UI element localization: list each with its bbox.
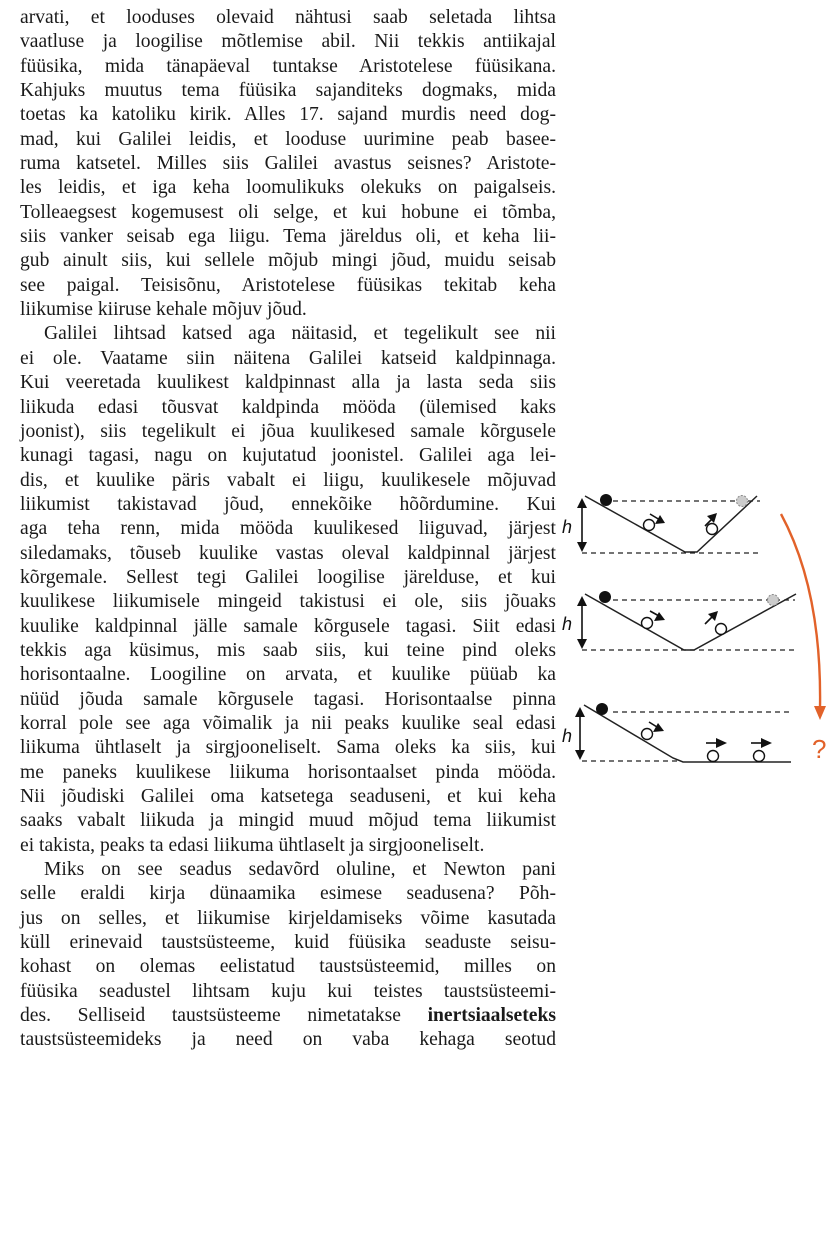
- ball-ascending: [716, 624, 727, 635]
- text-line: Galilei lihtsad katsed aga näitasid, et tegelikult see nii: [44, 323, 556, 345]
- text-line: Nii jõudiski Galilei oma katsetega seaduseni, et kui keha: [20, 786, 556, 807]
- ball-start: [596, 703, 608, 715]
- text-line: kuulike kaldpinnal jälle samale kõrgusele tagasi. Siit edasi: [20, 615, 556, 637]
- text-line: arvati, et looduses olevaid nähtusi saab seletada lihtsa: [20, 7, 556, 28]
- arrow-down-right-icon: [653, 723, 664, 732]
- text-line: vaatluse ja loogilise mõtlemise abil. Nii tekkis antiikajal: [20, 31, 556, 53]
- text-line: kuulikese liikumisele mingeid takistusi ei ole, siis jõuaks: [20, 591, 556, 613]
- text-line: küll erinevaid taustsüsteeme, kuid füüsika seaduste seisu-: [20, 932, 556, 954]
- text-line: gub ainult siis, kui sellele mõjub mingi jõud, muidu seisab: [20, 250, 556, 272]
- height-arrow-up-head: [577, 596, 587, 606]
- text-line: füüsika seadustel lihtsam kuju kui teistes taustsüsteemi-: [20, 980, 556, 1002]
- text-line: [20, 1004, 556, 1028]
- height-arrow-up-head: [575, 707, 585, 717]
- text-line: Tolleaegsest kogemusest oli selge, et kui hobune ei tõmba,: [20, 201, 556, 223]
- text-line: ei takista, peaks ta edasi liikuma ühtlaselt ja sirgjooneliselt.: [20, 834, 485, 856]
- text-line: me paneks kuulikese liikuma horisontaalset pinda mööda.: [20, 761, 556, 783]
- ball-descending: [642, 618, 653, 629]
- text-line: kõrgemale. Sellest tegi Galilei loogilise järelduse, et kui: [20, 566, 556, 588]
- galilei-incline-figure: [560, 480, 837, 780]
- text-line: aga teha renn, mida mööda kuulikesed liiguvad, järjest: [20, 518, 556, 540]
- arrow-down-right-icon: [655, 515, 665, 524]
- text-segment: des. Selliseid taustsüsteeme nimetatakse: [20, 1005, 401, 1027]
- arrow-right-icon: [716, 738, 727, 748]
- text-line: siis vanker seisab ega liigu. Tema järeldus oli, et keha lii-: [20, 226, 556, 248]
- height-arrow-down-head: [575, 750, 585, 760]
- height-arrow-up-head: [577, 498, 587, 508]
- height-label: h: [562, 726, 573, 746]
- text-line: horisontaalne. Loogiline on arvata, et kuulike püüab ka: [20, 664, 556, 686]
- v-track: [585, 594, 796, 650]
- text-line: liikumist takistavad jõud, ennekõike hõõrdumine. Kui: [20, 493, 556, 515]
- ball-start: [599, 591, 611, 603]
- text-line: füüsika, mida tänapäeval tuntakse Aristotelese füüsikana.: [20, 55, 556, 77]
- text-line: tekkis aga küsimus, mis saab siis, kui teine pind oleks: [20, 639, 556, 661]
- text-line: liikuma ühtlaselt ja sirgjooneliselt. Sama oleks ka siis, kui: [20, 737, 556, 759]
- text-line: jus on selles, et liikumise kirjeldamiseks võime kasutada: [20, 907, 556, 929]
- text-line: nüüd jõuda samale kõrgusele tagasi. Horisontaalse pinna: [20, 688, 556, 710]
- text-line: liikuda edasi tõusvat kaldpinda mööda (ülemised kaks: [20, 396, 556, 418]
- ball-descending: [642, 729, 653, 740]
- text-line: Kahjuks muutus tema füüsika sajanditeks dogmaks, mida: [20, 80, 556, 102]
- ball-end-ghost: [768, 595, 779, 606]
- text-line: Miks on see seadus sedavõrd oluline, et Newton pani: [44, 859, 556, 881]
- text-line: toetas ka katoliku kirik. Alles 17. sajand murdis need dog-: [20, 104, 556, 126]
- v-track: [585, 496, 757, 552]
- height-label: h: [562, 517, 573, 537]
- text-line: taustsüsteemideks ja need on vaba kehaga seotud: [20, 1029, 556, 1051]
- height-arrow-down-head: [577, 639, 587, 649]
- arrow-right-icon: [761, 738, 772, 748]
- text-line: saaks vabalt liikuda ja mingid muud mõjud tema liikumist: [20, 810, 556, 832]
- question-mark: ?: [812, 734, 827, 764]
- height-label: h: [562, 614, 573, 634]
- text-line: korral pole see aga võimalik ja nii peaks kuulike seal edasi: [20, 712, 556, 734]
- text-line: mad, kui Galilei leidis, et looduse uurimine peab basee-: [20, 128, 556, 150]
- text-line: joonist), siis tegelikult ei jõua kuulikesed samale kõrgusele: [20, 420, 556, 442]
- text-line: siledamaks, tõuseb kuulike vastas oleval kaldpinnal järjest: [20, 542, 556, 564]
- panel-two-inclines-2: [562, 591, 796, 650]
- ball-end-ghost: [737, 496, 748, 507]
- curved-arrow: [781, 514, 820, 708]
- text-line: see paigal. Teisisõnu, Aristotelese füüsikas tekitab keha: [20, 274, 556, 296]
- text-line: kohast on olemas eelistatud taustsüsteemid, milles on: [20, 956, 556, 978]
- bold-term: inertsiaalseteks: [427, 1005, 556, 1027]
- ball-rolling-2: [754, 751, 765, 762]
- height-arrow-down-head: [577, 542, 587, 552]
- panel-incline-horizontal: [562, 703, 791, 762]
- ball-start: [600, 494, 612, 506]
- text-line: Kui veeretada kuulikest kaldpinnast alla ja lasta seda siis: [20, 372, 556, 394]
- text-line: liikumise kiiruse kehale mõjuv jõud.: [20, 299, 307, 321]
- text-line: ruma katsetel. Milles siis Galilei avastus seisnes? Aristote-: [20, 153, 556, 175]
- ball-ascending: [707, 524, 718, 535]
- ball-descending: [644, 520, 655, 531]
- ball-rolling-1: [708, 751, 719, 762]
- text-line: dis, et kuulike päris vabalt ei liigu, kuulikesele mõjuvad: [20, 469, 556, 491]
- curved-arrow-head: [814, 706, 826, 720]
- text-line: selle eraldi kirja dünaamika esimese seadusena? Põh-: [20, 883, 556, 905]
- panel-two-inclines-1: [562, 494, 760, 553]
- text-column: [20, 6, 556, 1053]
- text-line: les leidis, et iga keha loomulikuks olekuks on paigalseis.: [20, 177, 556, 199]
- text-line: ei ole. Vaatame siin näitena Galilei katseid kaldpinnaga.: [20, 347, 556, 369]
- text-line: kunagi tagasi, nagu on kujutatud joonistel. Galilei aga lei-: [20, 445, 556, 467]
